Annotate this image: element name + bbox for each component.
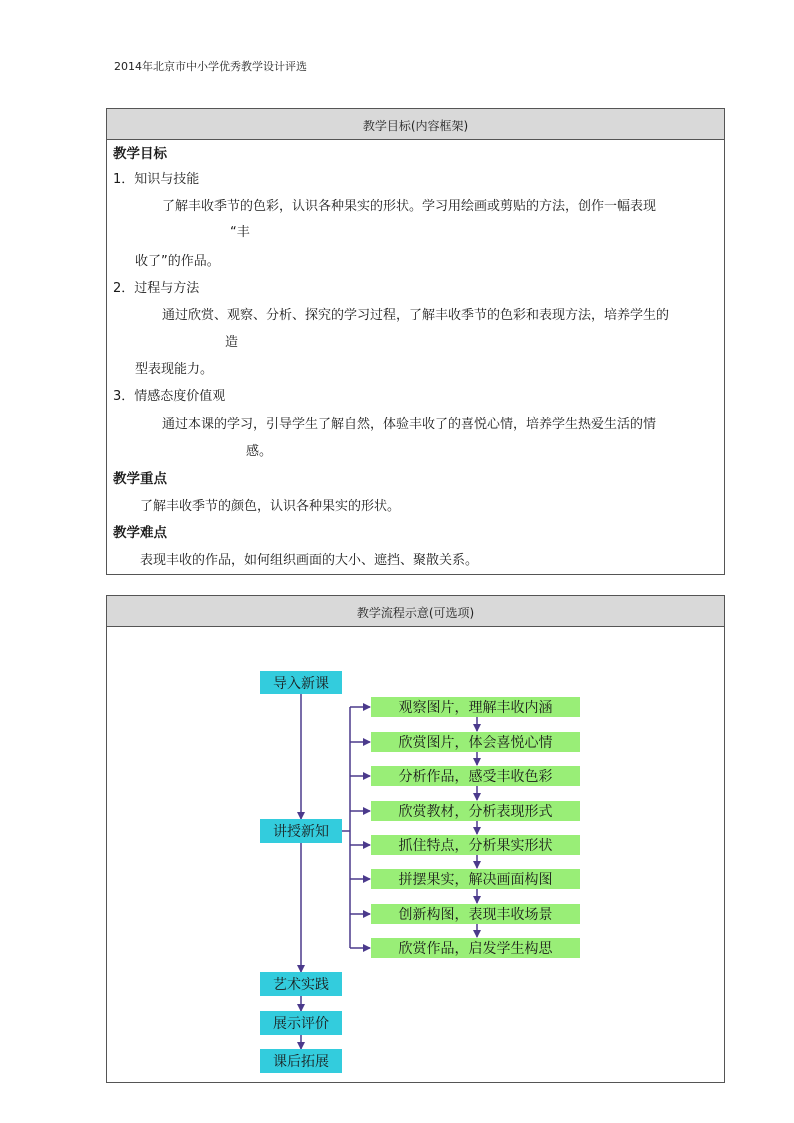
section-3-line-1: 通过本课的学习，引导学生了解自然，体验丰收了的喜悦心情，培养学生热爱生活的情 xyxy=(162,417,657,432)
key-points-text: 了解丰收季节的颜色，认识各种果实的形状。 xyxy=(140,499,401,514)
substep-3: 分析作品，感受丰收色彩 xyxy=(371,766,580,786)
substep-7: 创新构图，表现丰收场景 xyxy=(371,904,580,924)
flow-box-title: 教学流程示意(可选项) xyxy=(107,596,724,627)
goals-box-title: 教学目标(内容框架) xyxy=(107,109,724,140)
goals-heading: 教学目标 xyxy=(113,146,167,162)
substep-6: 拼摆果实，解决画面构图 xyxy=(371,869,580,889)
section-1-line-1: 了解丰收季节的色彩，认识各种果实的形状。学习用绘画或剪贴的方法，创作一幅表现 xyxy=(162,199,657,214)
document-header: 2014年北京市中小学优秀教学设计评选 xyxy=(114,60,307,73)
substep-1: 观察图片，理解丰收内涵 xyxy=(371,697,580,717)
section-1-heading: 1．知识与技能 xyxy=(113,172,200,187)
section-1-line-2: “丰 xyxy=(230,225,250,240)
substep-4: 欣赏教材，分析表现形式 xyxy=(371,801,580,821)
section-2-line-2: 造 xyxy=(225,335,239,350)
section-1-line-3: 收了”的作品。 xyxy=(135,254,220,269)
step-practice: 艺术实践 xyxy=(260,972,342,996)
key-points-heading: 教学重点 xyxy=(113,471,167,487)
substep-5: 抓住特点，分析果实形状 xyxy=(371,835,580,855)
section-2-line-1: 通过欣赏、观察、分析、探究的学习过程，了解丰收季节的色彩和表现方法，培养学生的 xyxy=(162,308,670,323)
difficulty-heading: 教学难点 xyxy=(113,525,167,541)
step-intro: 导入新课 xyxy=(260,671,342,694)
step-extension: 课后拓展 xyxy=(260,1049,342,1073)
section-2-line-3: 型表现能力。 xyxy=(135,362,214,377)
substep-2: 欣赏图片，体会喜悦心情 xyxy=(371,732,580,752)
substep-8: 欣赏作品，启发学生构思 xyxy=(371,938,580,958)
section-3-heading: 3．情感态度价值观 xyxy=(113,389,226,404)
step-showcase: 展示评价 xyxy=(260,1011,342,1035)
difficulty-text: 表现丰收的作品，如何组织画面的大小、遮挡、聚散关系。 xyxy=(140,553,479,568)
section-3-line-2: 感。 xyxy=(246,444,273,459)
step-teach: 讲授新知 xyxy=(260,819,342,843)
section-2-heading: 2．过程与方法 xyxy=(113,281,200,296)
